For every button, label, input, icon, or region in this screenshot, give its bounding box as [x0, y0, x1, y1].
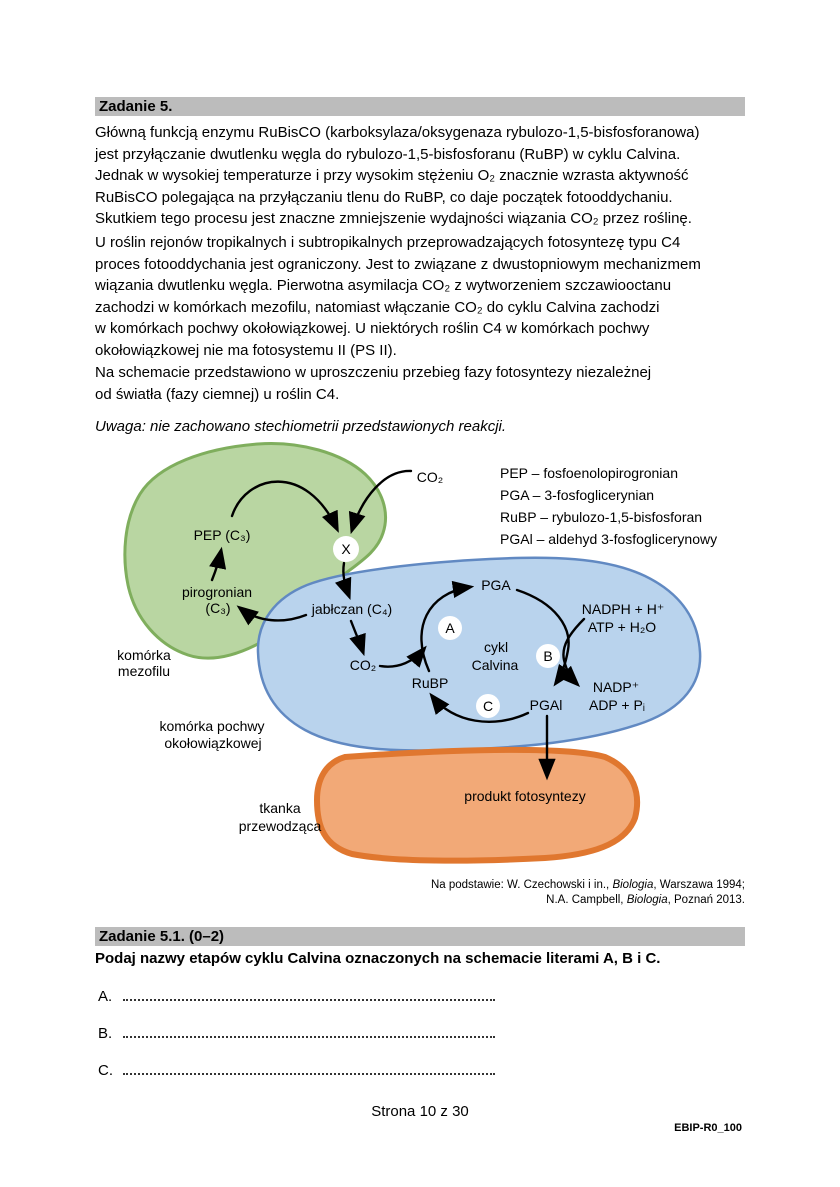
- text-line: U roślin rejonów tropikalnych i subtropikalnych przeprowadzających fotosyntezę typu C4: [95, 234, 681, 251]
- circle-b-letter: B: [543, 648, 553, 664]
- source-text: N.A. Campbell,: [546, 894, 627, 906]
- document-code: EBIP-R0_100: [674, 1122, 742, 1134]
- answer-blank-b: [123, 1023, 495, 1038]
- caption-mesophyll-2: mezofilu: [117, 663, 171, 679]
- task51-question: Podaj nazwy etapów cyklu Calvina oznaczonych na schemacie literami A, B i C.: [95, 950, 661, 967]
- answer-row-b: [98, 1023, 495, 1041]
- circle-x-letter: X: [341, 541, 351, 557]
- label-co2-top: CO₂: [416, 469, 444, 485]
- caption-tissue-2: przewodząca: [238, 818, 322, 834]
- text-line: zachodzi w komórkach mezofilu, natomiast włączanie CO₂ do cyklu Calvina zachodzi: [95, 298, 660, 316]
- text-line: wiązania dwutlenku węgla. Pierwotna asymilacja CO₂ z wytworzeniem szczawiooctanu: [95, 277, 672, 295]
- label-cykl-1: cykl: [483, 639, 509, 655]
- label-product: produkt fotosyntezy: [464, 788, 586, 804]
- task5-paragraph-1: [95, 122, 755, 230]
- stoichiometry-note: Uwaga: nie zachowano stechiometrii przedstawionych reakcji.: [95, 418, 507, 435]
- source-text: , Warszawa 1994;: [653, 879, 745, 891]
- text-line: Skutkiem tego procesu jest znaczne zmniejszenie wydajności wiązania CO₂ przez roślinę.: [95, 210, 692, 228]
- caption-sheath-2: okołowiązkowej: [164, 735, 262, 751]
- task5-paragraph-3: [95, 362, 755, 405]
- source-book-title: Biologia: [626, 894, 668, 906]
- text-line: od światła (fazy ciemnej) u roślin C4.: [95, 385, 340, 403]
- text-line: Na schemacie przedstawiono w uproszczeniu przebieg fazy fotosyntezy niezależnej: [95, 364, 652, 381]
- source-line-1: [431, 878, 745, 893]
- label-rubp: RuBP: [411, 675, 449, 691]
- source-text: , Poznań 2013.: [667, 894, 745, 906]
- label-cykl-2: Calvina: [471, 657, 519, 673]
- legend-line: PEP – fosfoenolopirogronian: [500, 465, 678, 481]
- caption-tissue-1: tkanka: [259, 800, 301, 816]
- source-book-title: Biologia: [612, 879, 654, 891]
- label-jablczan: jabłczan (C₄): [311, 601, 393, 617]
- label-pirogronian-2: (C₃): [205, 600, 231, 616]
- task51-header-bar: [95, 927, 745, 946]
- answer-blank-a: [123, 986, 495, 1001]
- answer-label-a: A.: [98, 988, 113, 1005]
- label-nadph: NADPH + H⁺: [581, 601, 665, 617]
- label-atp: ATP + H₂O: [587, 619, 657, 635]
- label-adp: ADP + Pᵢ: [588, 697, 646, 713]
- label-pgal: PGAl: [529, 697, 563, 713]
- label-nadp: NADP⁺: [592, 679, 640, 695]
- caption-mesophyll-1: komórka: [117, 647, 171, 663]
- text-line: Główną funkcją enzymu RuBisCO (karboksylaza/oksygenaza rybulozo-1,5-bisfosforanowa): [95, 124, 700, 141]
- legend-line: PGA – 3-fosfoglicerynian: [500, 487, 655, 503]
- answer-label-c: C.: [98, 1062, 113, 1079]
- label-pep: PEP (C₃): [193, 527, 251, 543]
- task5-header-bar: [95, 97, 745, 116]
- task5-header-title: Zadanie 5.: [99, 98, 173, 115]
- text-line: okołowiązkowej nie ma fotosystemu II (PS II).: [95, 341, 397, 359]
- task51-header-title: Zadanie 5.1. (0–2): [99, 928, 225, 945]
- text-line: RuBisCO polegająca na przyłączaniu tlenu do RuBP, co daje początek fotooddychaniu.: [95, 188, 673, 206]
- legend-line: PGAl – aldehyd 3-fosfoglicerynowy: [500, 531, 718, 547]
- circle-c-letter: C: [482, 698, 494, 714]
- conducting-tissue-shape: [317, 750, 637, 861]
- page-number: Strona 10 z 30: [371, 1103, 469, 1120]
- source-text: Na podstawie: W. Czechowski i in.,: [430, 879, 613, 891]
- answer-row-c: [98, 1060, 495, 1078]
- text-line: w komórkach pochwy okołowiązkowej. U niektórych roślin C4 w komórkach pochwy: [95, 320, 650, 338]
- caption-sheath-1: komórka pochwy: [159, 718, 265, 734]
- label-pirogronian-1: pirogronian: [181, 584, 253, 600]
- answer-row-a: [98, 986, 495, 1004]
- text-line: jest przyłączanie dwutlenku węgla do rybulozo-1,5-bisfosforanu (RuBP) w cyklu Calvina.: [95, 145, 681, 163]
- source-attribution: [431, 878, 745, 908]
- legend-line: RuBP – rybulozo-1,5-bisfosforan: [500, 509, 703, 525]
- source-line-2: [431, 893, 745, 908]
- abbreviation-legend: [500, 462, 717, 550]
- text-line: Jednak w wysokiej temperaturze i przy wysokim stężeniu O₂ znacznie wzrasta aktywność: [95, 167, 689, 185]
- answer-label-b: B.: [98, 1025, 113, 1042]
- text-line: proces fotooddychania jest ograniczony. Jest to związane z dwustopniowym mechanizmem: [95, 255, 701, 273]
- label-pga: PGA: [481, 577, 511, 593]
- label-co2-inner: CO₂: [349, 657, 377, 673]
- answer-blank-c: [123, 1060, 495, 1075]
- task5-paragraph-2: [95, 232, 755, 362]
- circle-a-letter: A: [445, 620, 455, 636]
